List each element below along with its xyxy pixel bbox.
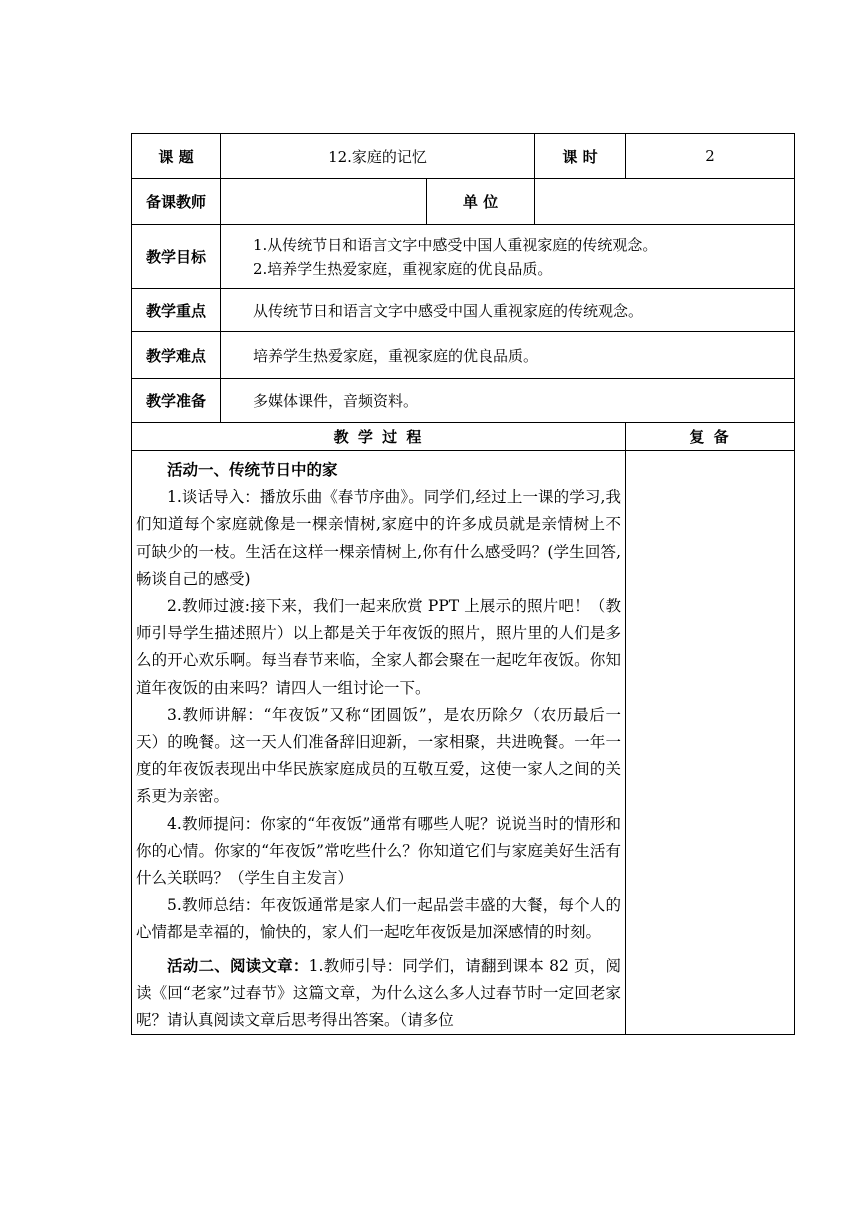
goal-item: 2.培养学生热爱家庭，重视家庭的优良品质。 xyxy=(253,259,553,278)
paragraph: 4.教师提问：你家的“年夜饭”通常有哪些人呢？说说当时的情形和你的心情。你家的“年夜饭”常吃些什么？你知道它们与家庭美好生活有什么关联吗？（学生自主发言） xyxy=(136,814,621,888)
activity-title: 活动一、传统节日中的家 xyxy=(167,461,338,479)
goals-list xyxy=(221,225,795,289)
process-content xyxy=(132,451,626,1035)
paragraph: 3.教师讲解：“年夜饭”又称“团圆饭”，是农历除夕（农历最后一天）的晚餐。这一天人们准备辞旧迎新，一家相聚，共进晚餐。一年一度的年夜饭表现出中华民族家庭成员的互敬互爱，这使一家人之间的关系更为亲密。 xyxy=(136,705,621,806)
teacher-value xyxy=(221,179,427,224)
goal-item: 1.从传统节日和语言文字中感受中国人重视家庭的传统观念。 xyxy=(253,235,658,254)
subject-value: 12.家庭的记忆 xyxy=(221,134,535,179)
unit-label: 单 位 xyxy=(462,193,499,211)
subject-label: 课 题 xyxy=(132,134,221,179)
review-content xyxy=(626,451,795,1035)
key-label: 教学重点 xyxy=(132,289,221,332)
process-header: 教 学 过 程 xyxy=(132,423,626,451)
hours-label: 课 时 xyxy=(535,134,626,179)
prep-value: 多媒体课件，音频资料。 xyxy=(221,379,795,423)
lesson-plan-table xyxy=(131,133,794,1030)
paragraph xyxy=(136,953,621,1035)
goals-label: 教学目标 xyxy=(132,225,221,289)
hours-value: 2 xyxy=(626,134,795,179)
key-value: 从传统节日和语言文字中感受中国人重视家庭的传统观念。 xyxy=(221,289,795,332)
activity-title: 活动二、阅读文章： xyxy=(167,956,309,975)
difficulty-label: 教学难点 xyxy=(132,332,221,379)
paragraph: 5.教师总结：年夜饭通常是家人们一起品尝丰盛的大餐，每个人的心情都是幸福的，愉快的，家人们一起吃年夜饭是加深感情的时刻。 xyxy=(136,896,621,942)
paragraph: 1.谈话导入：播放乐曲《春节序曲》。同学们,经过上一课的学习,我们知道每个家庭就像是一棵亲情树,家庭中的许多成员就是亲情树上不可缺少的一枝。生活在这样一棵亲情树上,你有什么感受吗？(学生回答,畅谈自己的感受) xyxy=(136,488,621,588)
difficulty-value: 培养学生热爱家庭，重视家庭的优良品质。 xyxy=(221,332,795,379)
process-table xyxy=(131,422,795,1035)
paragraph-text: 1.教师引导：同学们，请翻到课本 82 页，阅读《回“老家”过春节》这篇文章，为什么这么多人过春节时一定回老家呢？请认真阅读文章后思考得出答案。（请多位 xyxy=(136,956,621,1030)
info-table xyxy=(131,133,795,423)
paragraph: 2.教师过渡:接下来，我们一起来欣赏 PPT 上展示的照片吧！（教师引导学生描述照片）以上都是关于年夜饭的照片，照片里的人们是多么的开心欢乐啊。每当春节来临，全家人都会聚在一起吃年夜饭。你知道年夜饭的由来吗？请四人一组讨论一下。 xyxy=(136,597,621,697)
review-header: 复 备 xyxy=(626,423,795,451)
teacher-label: 备课教师 xyxy=(132,179,221,225)
prep-label: 教学准备 xyxy=(132,379,221,423)
unit-value xyxy=(535,179,795,225)
